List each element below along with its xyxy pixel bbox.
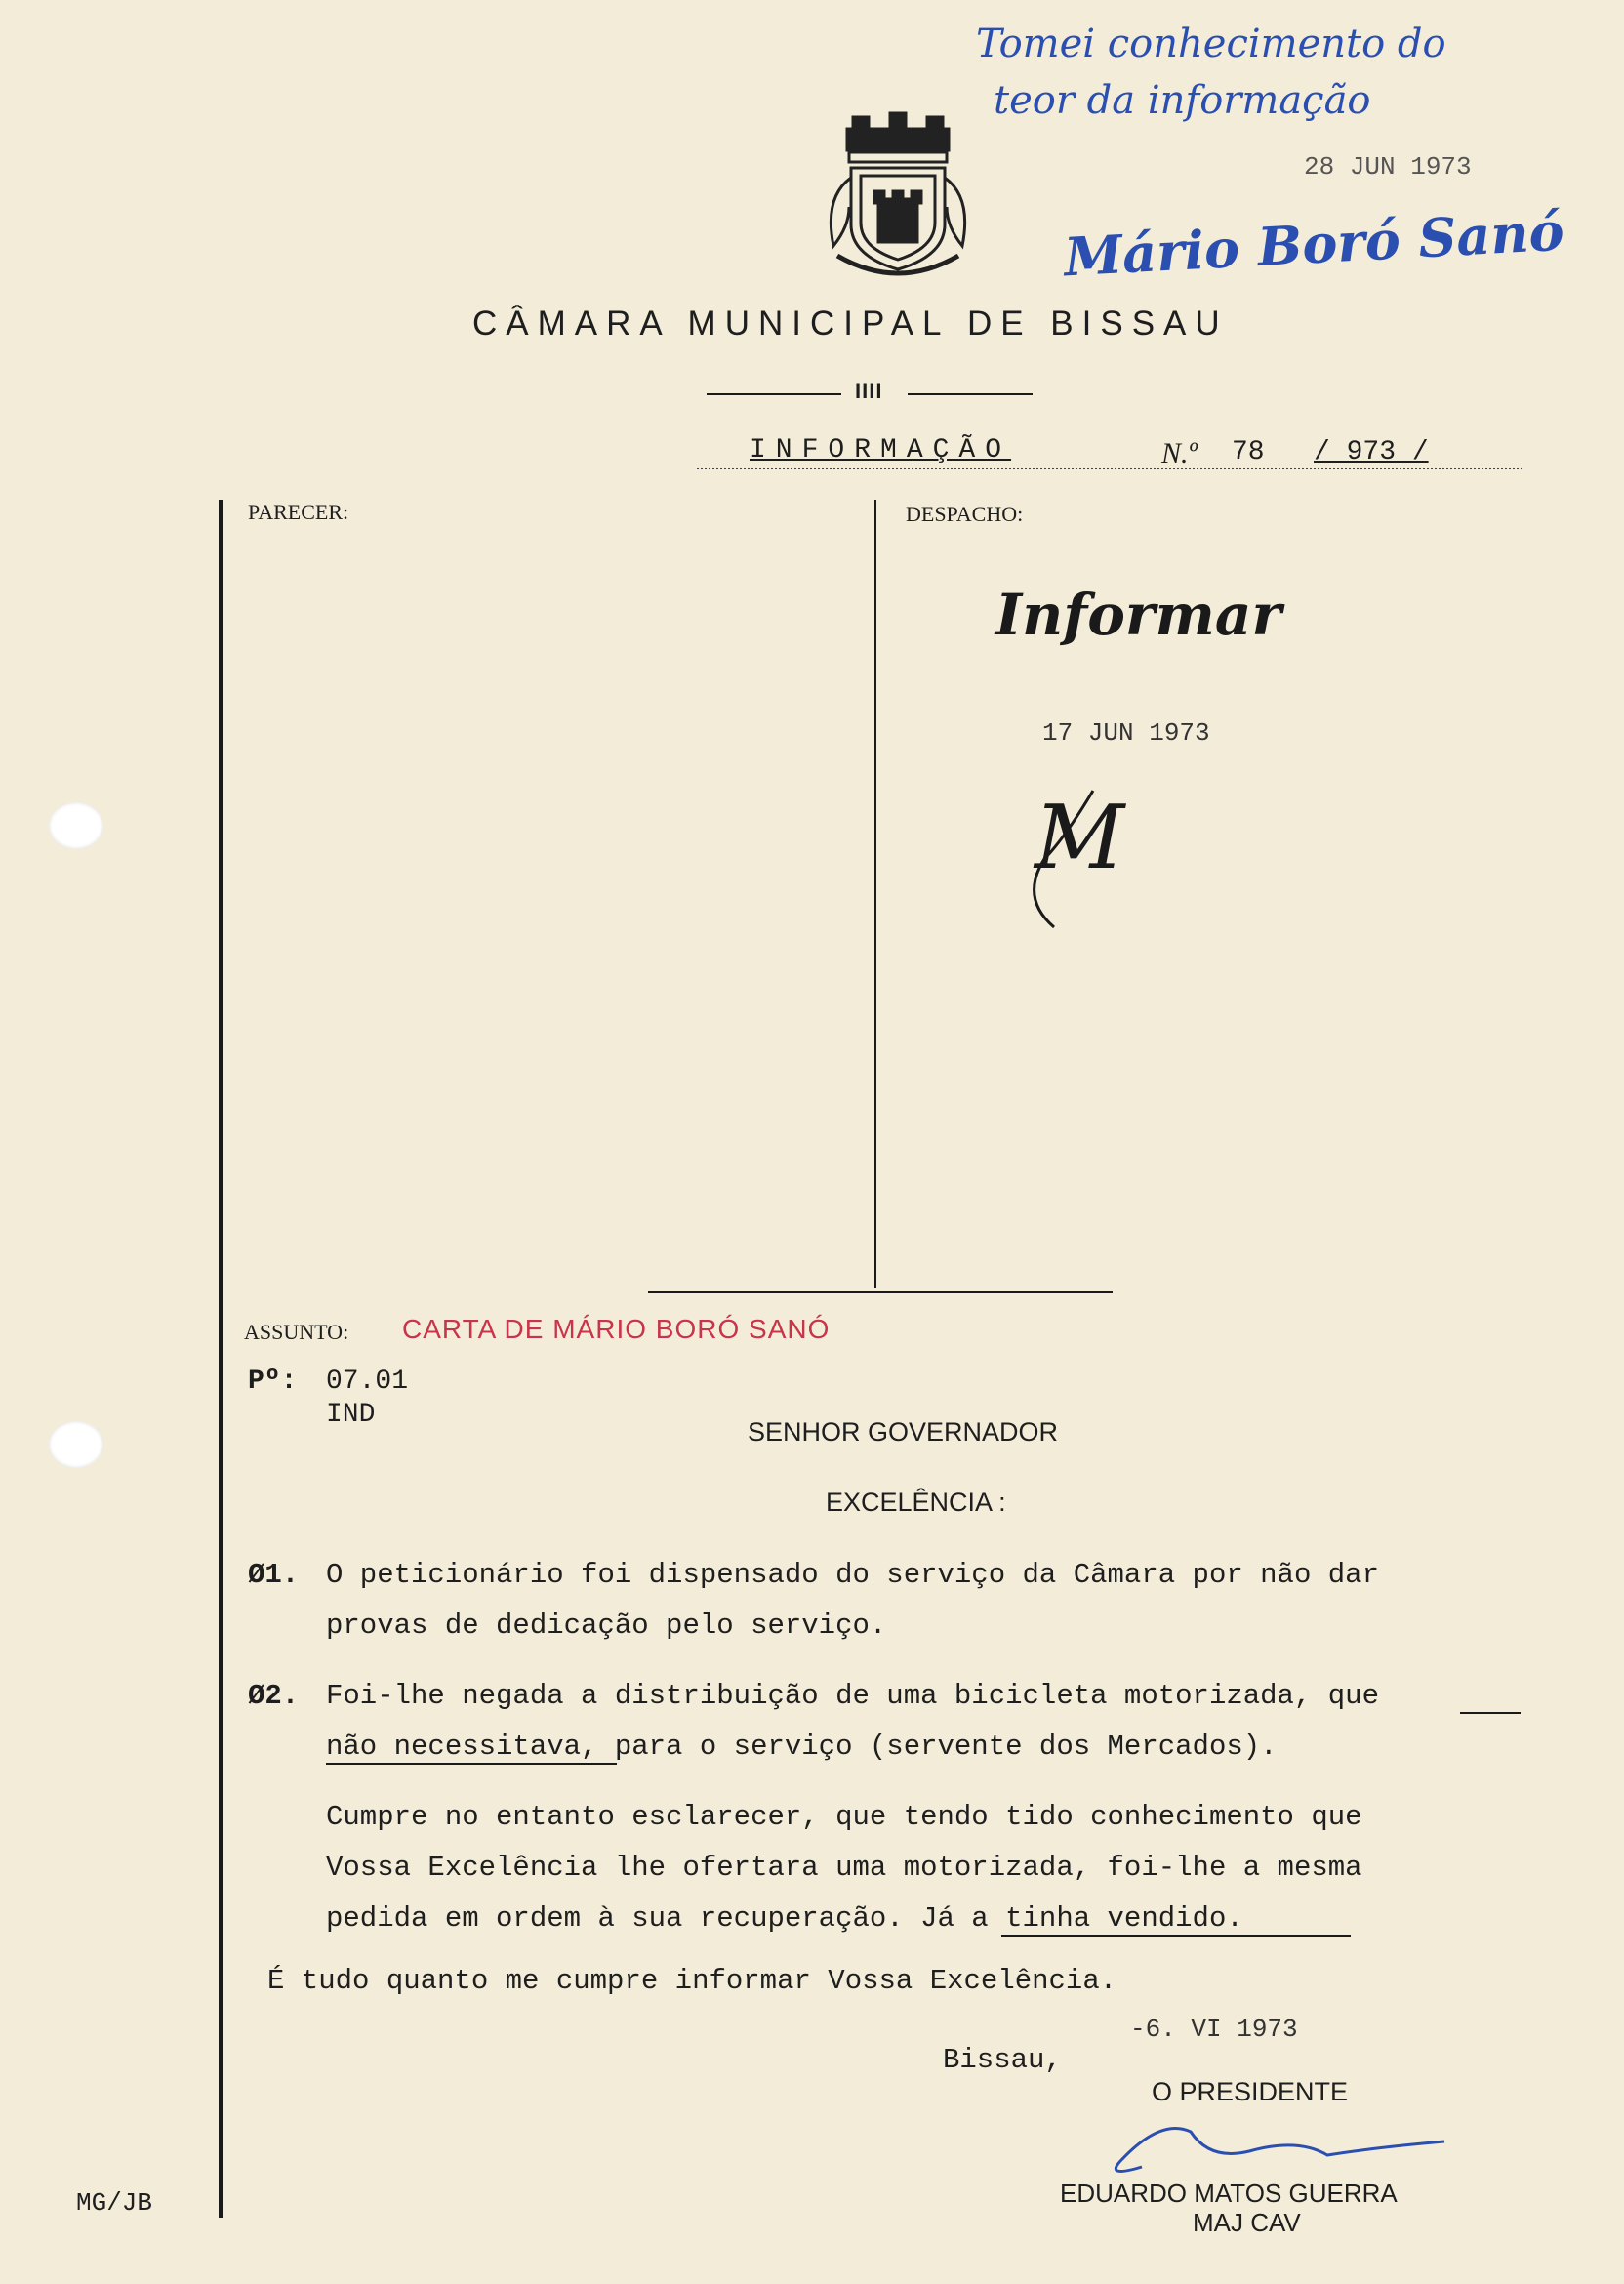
despacho-initial-signature: M — [1035, 787, 1125, 889]
punch-hole-top — [49, 802, 103, 849]
closing-line: É tudo quanto me cumpre informar Vossa Excelência. — [267, 1965, 1117, 1997]
typist-initials: MG/JB — [76, 2188, 153, 2218]
top-signature: Mário Boró Sanó — [1062, 199, 1566, 289]
institution-title: CÂMARA MUNICIPAL DE BISSAU — [472, 305, 1229, 343]
top-handwritten-note-line2: teor da informação — [994, 78, 1371, 123]
signer-rank: MAJ CAV — [1193, 2208, 1301, 2237]
letter-date-stamp: -6. VI 1973 — [1130, 2015, 1298, 2044]
excellency-line: EXCELÊNCIA : — [826, 1488, 1006, 1517]
underline-nao-necessitava — [326, 1763, 617, 1765]
underline-ja-a-tinha-vendido — [1001, 1935, 1351, 1937]
top-date-stamp: 28 JUN 1973 — [1304, 152, 1472, 182]
separator-left-rule — [707, 393, 841, 395]
assunto-label: ASSUNTO: — [244, 1320, 349, 1344]
president-signature-icon — [1103, 2108, 1454, 2186]
paragraph-3-line-1: Cumpre no entanto esclarecer, que tendo tido conhecimento que — [326, 1801, 1362, 1833]
punch-hole-bottom — [49, 1421, 103, 1468]
middle-vertical-rule — [874, 500, 876, 1288]
parecer-label: PARECER: — [248, 500, 349, 524]
place-line: Bissau, — [943, 2044, 1062, 2076]
section-divider-rule — [648, 1291, 1113, 1293]
process-label: Pº: — [248, 1366, 298, 1397]
despacho-date-stamp: 17 JUN 1973 — [1042, 718, 1210, 748]
coat-of-arms-emblem — [810, 109, 986, 281]
top-handwritten-note-line1: Tomei conhecimento do — [976, 21, 1446, 66]
paragraph-2-number: Ø2. — [248, 1680, 300, 1712]
salutation: SENHOR GOVERNADOR — [748, 1417, 1059, 1447]
document-type: INFORMAÇÃO — [750, 435, 1012, 466]
document-year: / 973 / — [1314, 437, 1429, 468]
paragraph-2-line-2: não necessitava, para o serviço (servente dos Mercados). — [326, 1731, 1278, 1763]
number-label: N.º — [1161, 437, 1198, 469]
paragraph-3-line-2: Vossa Excelência lhe ofertara uma motorizada, foi-lhe a mesma — [326, 1852, 1362, 1884]
paragraph-3-line-3: pedida em ordem à sua recuperação. Já a tinha vendido. — [326, 1902, 1243, 1935]
assunto-value-stamp: CARTA DE MÁRIO BORÓ SANÓ — [402, 1314, 831, 1344]
left-vertical-rule — [219, 500, 223, 2218]
process-code: 07.01 — [326, 1366, 409, 1397]
paragraph-1-number: Ø1. — [248, 1559, 300, 1591]
despacho-signature-stroke-icon — [1025, 781, 1132, 937]
despacho-handwritten-note: Informar — [995, 582, 1282, 648]
paragraph-1-line-2: provas de dedicação pelo serviço. — [326, 1610, 887, 1642]
underline-que — [1460, 1712, 1521, 1714]
process-type: IND — [326, 1400, 376, 1430]
signer-title: O PRESIDENTE — [1152, 2077, 1349, 2106]
informacao-dotted-rule — [697, 468, 1522, 469]
signer-name: EDUARDO MATOS GUERRA — [1060, 2179, 1398, 2208]
separator-right-rule — [908, 393, 1033, 395]
paragraph-2-line-1: Foi-lhe negada a distribuição de uma bicicleta motorizada, que — [326, 1680, 1379, 1712]
despacho-label: DESPACHO: — [906, 502, 1024, 526]
separator-mark: IIII — [855, 379, 883, 403]
paragraph-1-line-1: O peticionário foi dispensado do serviço da Câmara por não dar — [326, 1559, 1379, 1591]
document-number: 78 — [1232, 437, 1265, 468]
